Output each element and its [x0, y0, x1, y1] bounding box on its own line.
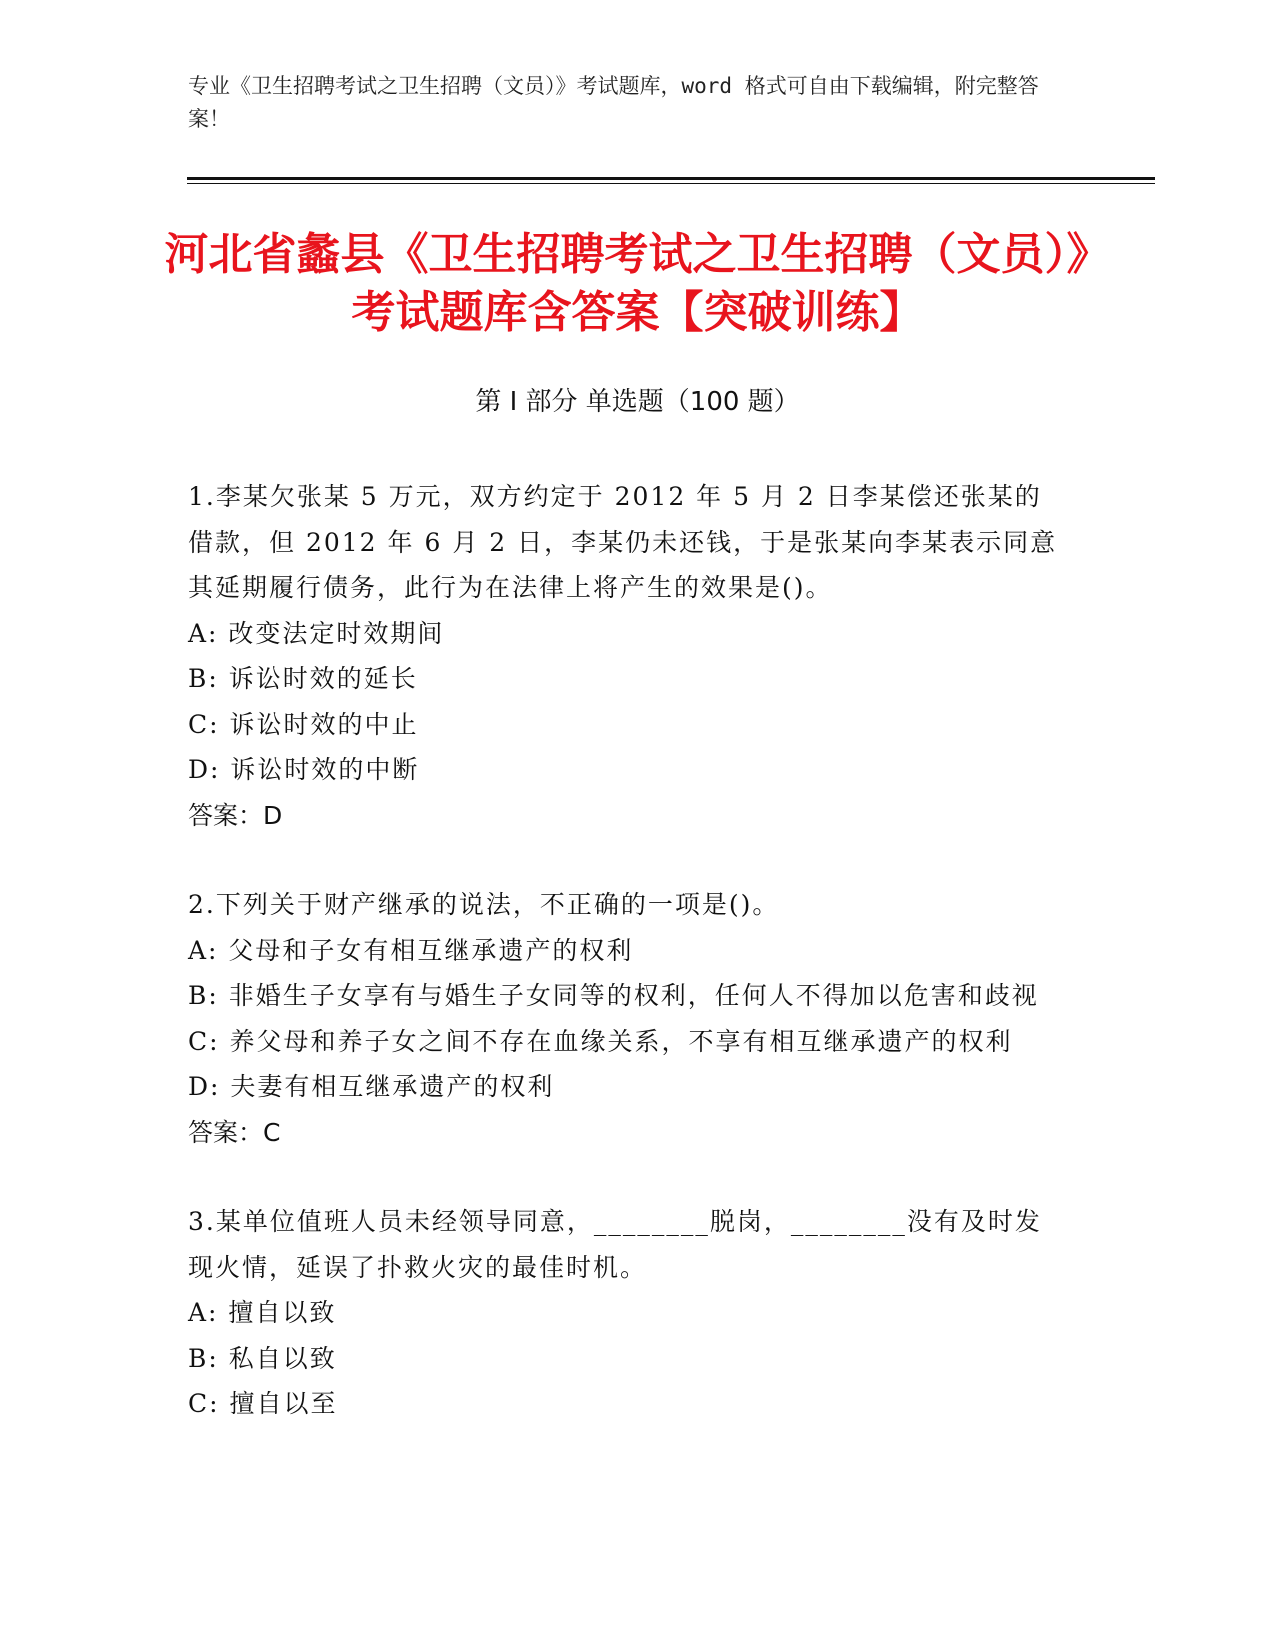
header-note: 专业《卫生招聘考试之卫生招聘（文员）》考试题库，word 格式可自由下载编辑，附完整答案！ [188, 74, 1039, 131]
option-a: A: 擅自以致 [188, 1298, 337, 1327]
question-3 [188, 1199, 1068, 1427]
question-text: 1.李某欠张某 5 万元，双方约定于 2012 年 5 月 2 日李某偿还张某的借款，但 2012 年 6 月 2 日，李某仍未还钱，于是张某向李某表示同意其延期履行债务，此行为在法律上将产生的效果是()。 [188, 482, 1058, 602]
question-list [188, 474, 1068, 1471]
header-divider-thin [187, 183, 1155, 184]
option-d: D: 诉讼时效的中断 [188, 755, 420, 784]
question-text: 3.某单位值班人员未经领导同意，________脱岗，________没有及时发现火情，延误了扑救火灾的最佳时机。 [188, 1207, 1042, 1282]
question-2 [188, 882, 1068, 1155]
question-1 [188, 474, 1068, 838]
option-a: A: 父母和子女有相互继承遗产的权利 [188, 935, 634, 965]
question-text: 2.下列关于财产继承的说法，不正确的一项是()。 [188, 890, 780, 919]
option-c: C: 诉讼时效的中止 [188, 709, 419, 739]
option-c: C: 擅自以至 [188, 1389, 338, 1418]
option-d: D: 夫妻有相互继承遗产的权利 [188, 1072, 555, 1101]
option-b: B: 非婚生子女享有与婚生子女同等的权利，任何人不得加以危害和歧视 [188, 981, 1039, 1010]
document-title: 河北省蠡县《卫生招聘考试之卫生招聘（文员）》考试题库含答案【突破训练】 [164, 229, 1111, 338]
option-a: A: 改变法定时效期间 [188, 618, 445, 648]
section-heading: 第 I 部分 单选题（100 题） [475, 387, 800, 417]
header-divider-thick [187, 177, 1155, 180]
option-b: B: 私自以致 [188, 1343, 337, 1373]
answer-label: 答案：C [188, 1117, 281, 1147]
answer-label: 答案：D [188, 800, 283, 830]
option-b: B: 诉讼时效的延长 [188, 664, 418, 693]
option-c: C: 养父母和养子女之间不存在血缘关系，不享有相互继承遗产的权利 [188, 1026, 1013, 1056]
